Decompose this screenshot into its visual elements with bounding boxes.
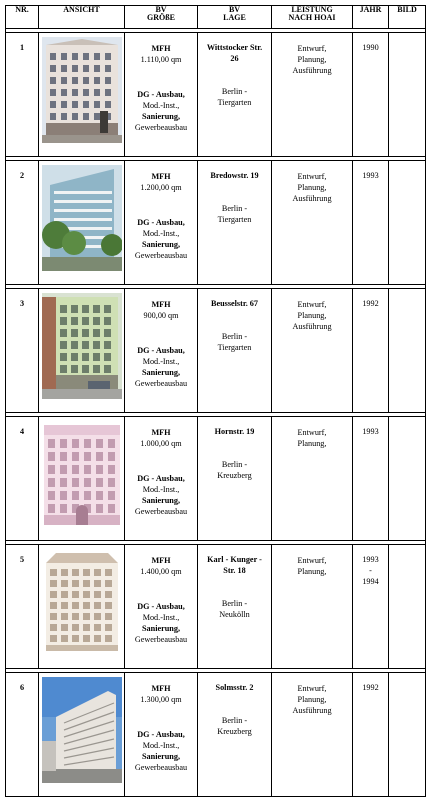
building-type: MFH — [151, 684, 171, 693]
text-line: Sanierung, — [142, 112, 180, 121]
text-line: - — [369, 566, 372, 575]
header-jahr: JAHR — [353, 6, 389, 29]
year-cell — [353, 417, 389, 541]
header-bild: BILD — [389, 6, 426, 29]
text-line: Planung, — [297, 695, 327, 704]
bild-cell — [389, 673, 426, 797]
floor-area: 900,00 qm — [143, 311, 179, 320]
project-number: 4 — [6, 417, 39, 541]
project-table — [5, 5, 426, 797]
project-location-cell — [198, 289, 272, 413]
works-list — [125, 473, 197, 517]
street-address — [198, 298, 271, 309]
year-cell — [353, 33, 389, 157]
text-line: Berlin - — [221, 204, 248, 213]
project-size-cell — [125, 33, 198, 157]
text-line: Mod.-Inst., — [142, 485, 180, 494]
text-line: Gewerbeausbau — [134, 379, 188, 388]
header-leistung: LEISTUNG NACH HOAI — [272, 6, 353, 29]
table-row — [6, 545, 426, 669]
project-reference-sheet — [5, 5, 425, 775]
text-line: Mod.-Inst., — [142, 229, 180, 238]
project-number: 5 — [6, 545, 39, 669]
street-address-line: 26 — [230, 54, 239, 63]
text-line: Ausführung — [292, 194, 332, 203]
text-line: Entwurf, — [297, 428, 327, 437]
text-line: Entwurf, — [297, 172, 327, 181]
project-size-cell — [125, 417, 198, 541]
text-line: Berlin - — [221, 716, 248, 725]
floor-area: 1.110,00 qm — [140, 55, 182, 64]
year-cell — [353, 545, 389, 669]
works-list — [125, 217, 197, 261]
street-address — [198, 682, 271, 693]
floor-area: 1.000,00 qm — [140, 439, 182, 448]
services-cell — [272, 33, 353, 157]
text-line: DG - Ausbau, — [137, 602, 185, 611]
project-size-cell — [125, 289, 198, 413]
table-row — [6, 673, 426, 797]
services-cell — [272, 161, 353, 285]
building-photo-corner-block — [42, 37, 122, 143]
text-line: Mod.-Inst., — [142, 357, 180, 366]
works-list — [125, 729, 197, 773]
project-number: 3 — [6, 289, 39, 413]
works-list — [125, 89, 197, 133]
text-line: Neukölln — [219, 610, 250, 619]
text-line: Berlin - — [221, 332, 248, 341]
header-bv-lage: BV LAGE — [198, 6, 272, 29]
text-line: Mod.-Inst., — [142, 101, 180, 110]
text-line: Gewerbeausbau — [134, 123, 188, 132]
text-line: DG - Ausbau, — [137, 474, 185, 483]
text-line: 1992 — [362, 299, 379, 308]
text-line: Mod.-Inst., — [142, 613, 180, 622]
services-cell — [272, 289, 353, 413]
floor-area: 1.400,00 qm — [140, 567, 182, 576]
project-photo-cell — [39, 161, 125, 285]
building-photo-green-facade — [42, 293, 122, 399]
street-address-line: Hornstr. 19 — [214, 427, 255, 436]
year-cell — [353, 289, 389, 413]
text-line: DG - Ausbau, — [137, 218, 185, 227]
floor-area: 1.200,00 qm — [140, 183, 182, 192]
header-ansicht: ANSICHT — [39, 6, 125, 29]
building-type: MFH — [151, 44, 171, 53]
text-line: Entwurf, — [297, 44, 327, 53]
project-number: 1 — [6, 33, 39, 157]
text-line: Sanierung, — [142, 496, 180, 505]
text-line: DG - Ausbau, — [137, 730, 185, 739]
text-line: Gewerbeausbau — [134, 763, 188, 772]
text-line: Entwurf, — [297, 556, 327, 565]
building-type: MFH — [151, 556, 171, 565]
text-line: Planung, — [297, 439, 327, 448]
text-line: DG - Ausbau, — [137, 346, 185, 355]
text-line: Berlin - — [221, 460, 248, 469]
services-cell — [272, 545, 353, 669]
text-line: Gewerbeausbau — [134, 635, 188, 644]
text-line: Ausführung — [292, 66, 332, 75]
project-location-cell — [198, 417, 272, 541]
text-line: Ausführung — [292, 706, 332, 715]
works-list — [125, 601, 197, 645]
text-line: Ausführung — [292, 322, 332, 331]
district — [198, 715, 271, 737]
text-line: 1993 — [362, 427, 379, 436]
table-row — [6, 33, 426, 157]
project-photo-cell — [39, 289, 125, 413]
street-address-line: Karl - Kunger - — [207, 555, 262, 564]
text-line: Mod.-Inst., — [142, 741, 180, 750]
district — [198, 331, 271, 353]
text-line: Tiergarten — [217, 343, 252, 352]
table-header-row — [6, 6, 426, 29]
text-line: Berlin - — [221, 599, 248, 608]
text-line: 1992 — [362, 683, 379, 692]
project-photo-cell — [39, 673, 125, 797]
project-size-cell — [125, 673, 198, 797]
text-line: Entwurf, — [297, 684, 327, 693]
building-type: MFH — [151, 172, 171, 181]
street-address — [198, 170, 271, 181]
works-list — [125, 345, 197, 389]
bild-cell — [389, 289, 426, 413]
street-address-line: Wittstocker Str. — [206, 43, 263, 52]
text-line: Tiergarten — [217, 98, 252, 107]
project-number: 2 — [6, 161, 39, 285]
project-location-cell — [198, 33, 272, 157]
table-row — [6, 417, 426, 541]
text-line: Planung, — [297, 311, 327, 320]
text-line: Gewerbeausbau — [134, 507, 188, 516]
text-line: 1993 — [362, 171, 379, 180]
text-line: 1994 — [362, 577, 379, 586]
text-line: Sanierung, — [142, 368, 180, 377]
table-row — [6, 289, 426, 413]
district — [198, 86, 271, 108]
street-address-line: Solmsstr. 2 — [215, 683, 254, 692]
text-line: Gewerbeausbau — [134, 251, 188, 260]
facade-drawing-pink — [42, 421, 122, 527]
street-address — [198, 426, 271, 437]
project-size-cell — [125, 161, 198, 285]
street-address — [198, 554, 271, 576]
building-photo-sky — [42, 677, 122, 783]
text-line: Planung, — [297, 55, 327, 64]
text-line: 1990 — [362, 43, 379, 52]
text-line: Berlin - — [221, 87, 248, 96]
services-cell — [272, 673, 353, 797]
header-bv-grosse: BV GRÖßE — [125, 6, 198, 29]
text-line: Tiergarten — [217, 215, 252, 224]
facade-drawing-beige — [42, 549, 122, 655]
district — [198, 598, 271, 620]
text-line: DG - Ausbau, — [137, 90, 185, 99]
building-photo-street-trees — [42, 165, 122, 271]
services-cell — [272, 417, 353, 541]
building-type: MFH — [151, 428, 171, 437]
bild-cell — [389, 545, 426, 669]
bild-cell — [389, 161, 426, 285]
text-line: 1993 — [362, 555, 379, 564]
project-location-cell — [198, 673, 272, 797]
floor-area: 1.300,00 qm — [140, 695, 182, 704]
text-line: Entwurf, — [297, 300, 327, 309]
project-photo-cell — [39, 417, 125, 541]
bild-cell — [389, 33, 426, 157]
table-row — [6, 161, 426, 285]
text-line: Kreuzberg — [217, 471, 252, 480]
year-cell — [353, 161, 389, 285]
street-address-line: Bredowstr. 19 — [210, 171, 259, 180]
project-number: 6 — [6, 673, 39, 797]
district — [198, 203, 271, 225]
street-address-line: Beusselstr. 67 — [210, 299, 258, 308]
bild-cell — [389, 417, 426, 541]
project-location-cell — [198, 161, 272, 285]
text-line: Planung, — [297, 567, 327, 576]
project-location-cell — [198, 545, 272, 669]
text-line: Kreuzberg — [217, 727, 252, 736]
text-line: Sanierung, — [142, 624, 180, 633]
text-line: Sanierung, — [142, 240, 180, 249]
street-address-line: Str. 18 — [223, 566, 246, 575]
project-photo-cell — [39, 33, 125, 157]
text-line: Sanierung, — [142, 752, 180, 761]
header-nr: NR. — [6, 6, 39, 29]
building-type: MFH — [151, 300, 171, 309]
project-photo-cell — [39, 545, 125, 669]
text-line: Planung, — [297, 183, 327, 192]
street-address — [198, 42, 271, 64]
project-size-cell — [125, 545, 198, 669]
year-cell — [353, 673, 389, 797]
district — [198, 459, 271, 481]
